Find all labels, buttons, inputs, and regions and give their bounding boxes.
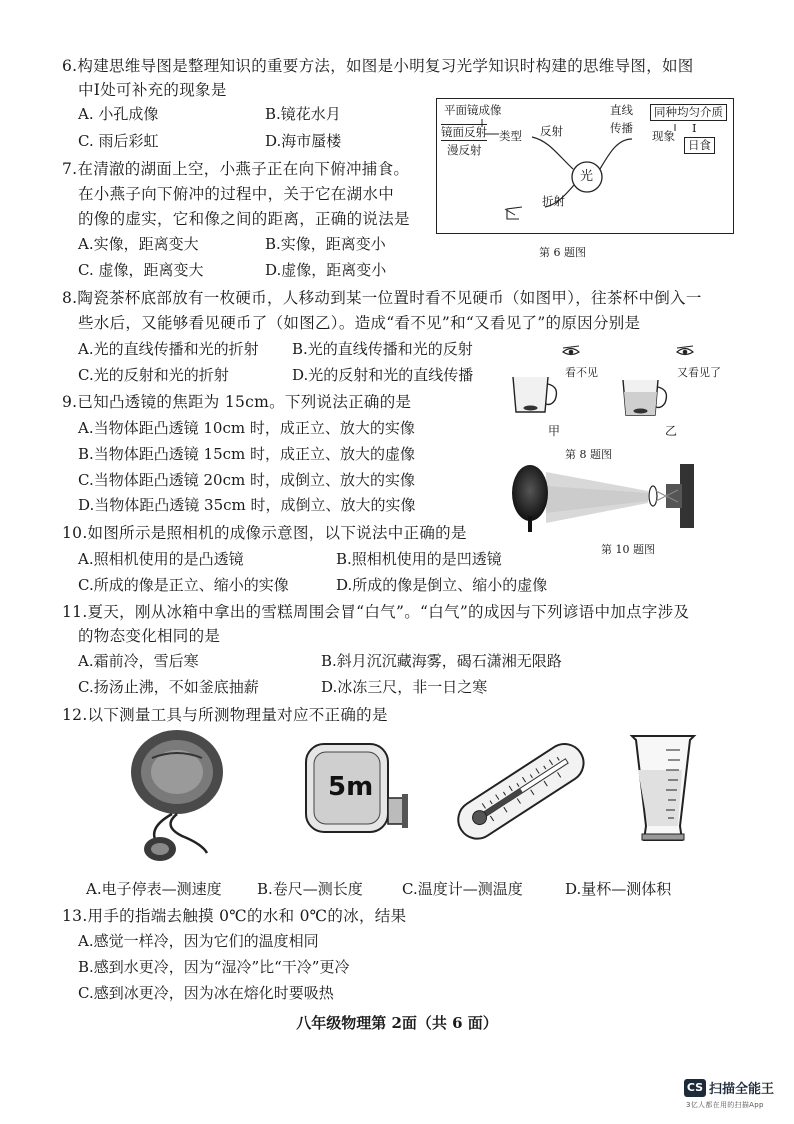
q10-option-a: A.照相机使用的是凸透镜 bbox=[78, 550, 244, 568]
q7-stem-line2: 在小燕子向下俯冲的过程中，关于它在湖水中 bbox=[78, 185, 395, 203]
camscanner-name: 扫描全能王 bbox=[709, 1082, 775, 1097]
q8-stem-line1: 8.陶瓷茶杯底部放有一枚硬币，人移动到某一位置时看不见硬币（如图甲），往茶杯中倒入一 bbox=[62, 289, 702, 307]
q10-camera-figure bbox=[508, 458, 703, 538]
q8-figure-caption: 第 8 题图 bbox=[565, 448, 612, 461]
mindmap-roman-one: I bbox=[692, 121, 697, 135]
q12-option-c: C.温度计—测温度 bbox=[402, 880, 523, 898]
q12-option-a: A.电子停表—测速度 bbox=[86, 880, 222, 898]
q11-stem-line2: 的物态变化相同的是 bbox=[78, 627, 221, 645]
q10-stem: 10.如图所示是照相机的成像示意图，以下说法中正确的是 bbox=[62, 524, 467, 542]
tape-size-label: 5m bbox=[328, 772, 374, 802]
q13-option-a: A.感觉一样冷，因为它们的温度相同 bbox=[78, 932, 319, 950]
q11-stem-line1: 11.夏天，刚从冰箱中拿出的雪糕周围会冒“白气”。“白气”的成因与下列谚语中加点字涉及 bbox=[62, 603, 690, 621]
measuring-cup-image bbox=[628, 730, 698, 850]
q10-option-c: C.所成的像是正立、缩小的实像 bbox=[78, 576, 289, 594]
thermometer-image bbox=[447, 738, 597, 848]
q6-stem-line1: 6.构建思维导图是整理知识的重要方法，如图是小明复习光学知识时构建的思维导图，如图 bbox=[62, 57, 694, 75]
q8-option-b: B.光的直线传播和光的反射 bbox=[292, 340, 473, 358]
q9-option-c: C.当物体距凸透镜 20cm 时，成倒立、放大的实像 bbox=[78, 471, 415, 489]
mindmap-eclipse: 日食 bbox=[684, 137, 715, 154]
camera-body bbox=[680, 464, 694, 528]
q12-stem: 12.以下测量工具与所测物理量对应不正确的是 bbox=[62, 706, 388, 724]
q6-option-d: D.海市蜃楼 bbox=[265, 132, 342, 150]
camscanner-tagline: 3亿人都在用的扫描App bbox=[686, 1101, 764, 1109]
q8-option-a: A.光的直线传播和光的折射 bbox=[78, 340, 259, 358]
mindmap-center-light: 光 bbox=[580, 169, 594, 184]
q13-option-b: B.感到水更冷，因为“湿冷”比“干冷”更冷 bbox=[78, 958, 350, 976]
q6-figure-caption: 第 6 题图 bbox=[539, 246, 586, 259]
q13-option-c: C.感到冰更冷，因为冰在熔化时要吸热 bbox=[78, 984, 334, 1002]
q12-option-d: D.量杯—测体积 bbox=[565, 880, 672, 898]
q7-option-b: B.实像，距离变小 bbox=[265, 235, 386, 253]
mindmap-reflection: 反射 bbox=[540, 124, 563, 138]
page-footer: 八年级物理第 2面（共 6 面） bbox=[296, 1014, 498, 1032]
q6-option-a: A. 小孔成像 bbox=[78, 105, 159, 123]
q11-option-a: A.霜前冷，雪后寒 bbox=[78, 652, 199, 670]
q8-option-d: D.光的反射和光的直线传播 bbox=[292, 366, 474, 384]
q9-stem: 9.已知凸透镜的焦距为 15cm。下列说法正确的是 bbox=[62, 393, 412, 411]
q6-option-c: C. 雨后彩虹 bbox=[78, 132, 159, 150]
mindmap-uniform-medium: 同种均匀介质 bbox=[650, 104, 727, 121]
mindmap-type: 类型 bbox=[499, 129, 522, 143]
tree-icon bbox=[512, 465, 548, 521]
q10-figure-caption: 第 10 题图 bbox=[601, 543, 655, 556]
q13-stem: 13.用手的指端去触摸 0℃的水和 0℃的冰，结果 bbox=[62, 907, 407, 925]
mindmap-refraction: 折射 bbox=[542, 194, 565, 208]
stopwatch-image bbox=[122, 728, 232, 868]
q8-option-c: C.光的反射和光的折射 bbox=[78, 366, 229, 384]
q7-option-c: C. 虚像，距离变大 bbox=[78, 261, 204, 279]
mindmap-straight: 直线 bbox=[610, 103, 633, 117]
lens-icon bbox=[649, 486, 657, 506]
mindmap-diffuse: 漫反射 bbox=[447, 143, 482, 157]
mindmap-propagation: 传播 bbox=[610, 121, 633, 135]
q12-option-b: B.卷尺—测长度 bbox=[257, 880, 363, 898]
q8-figure bbox=[505, 342, 735, 442]
q9-option-b: B.当物体距凸透镜 15cm 时，成正立、放大的虚像 bbox=[78, 445, 416, 463]
camscanner-logo-icon: CS bbox=[684, 1079, 706, 1097]
q10-option-b: B.照相机使用的是凹透镜 bbox=[336, 550, 502, 568]
mindmap-plane-mirror: 平面镜成像 bbox=[444, 103, 502, 117]
q8-stem-line2: 些水后，又能够看见硬币了（如图乙）。造成“看不见”和“又看见了”的原因分别是 bbox=[78, 314, 641, 332]
mindmap-phenomenon: 现象 bbox=[652, 129, 675, 143]
q11-option-c: C.扬汤止沸，不如釜底抽薪 bbox=[78, 678, 259, 696]
q8-label-jia: 甲 bbox=[548, 424, 561, 438]
q7-stem-line1: 7.在清澈的湖面上空，小燕子正在向下俯冲捕食。 bbox=[62, 160, 410, 178]
q6-mindmap-figure bbox=[436, 98, 734, 234]
mindmap-specular: 镜面反射 bbox=[441, 125, 487, 139]
q6-stem-line2: 中Ⅰ处可补充的现象是 bbox=[78, 81, 227, 99]
q11-option-b: B.斜月沉沉藏海雾，碣石潇湘无限路 bbox=[321, 652, 562, 670]
q7-stem-line3: 的像的虚实，它和像之间的距离，正确的说法是 bbox=[78, 210, 410, 228]
q7-option-d: D.虚像，距离变小 bbox=[265, 261, 387, 279]
q11-option-d: D.冰冻三尺，非一日之寒 bbox=[321, 678, 488, 696]
q8-cups-illustration bbox=[505, 342, 735, 422]
q6-option-b: B.镜花水月 bbox=[265, 105, 341, 123]
q9-option-d: D.当物体距凸透镜 35cm 时，成倒立、放大的实像 bbox=[78, 496, 416, 514]
q8-label-cant-see: 看不见 bbox=[565, 366, 598, 379]
q8-label-yi: 乙 bbox=[665, 424, 678, 438]
tape-measure-image bbox=[302, 740, 412, 840]
q7-option-a: A.实像，距离变大 bbox=[78, 235, 199, 253]
q9-option-a: A.当物体距凸透镜 10cm 时，成正立、放大的实像 bbox=[78, 419, 415, 437]
q10-option-d: D.所成的像是倒立、缩小的虚像 bbox=[336, 576, 548, 594]
q8-label-see-again: 又看见了 bbox=[677, 366, 721, 379]
